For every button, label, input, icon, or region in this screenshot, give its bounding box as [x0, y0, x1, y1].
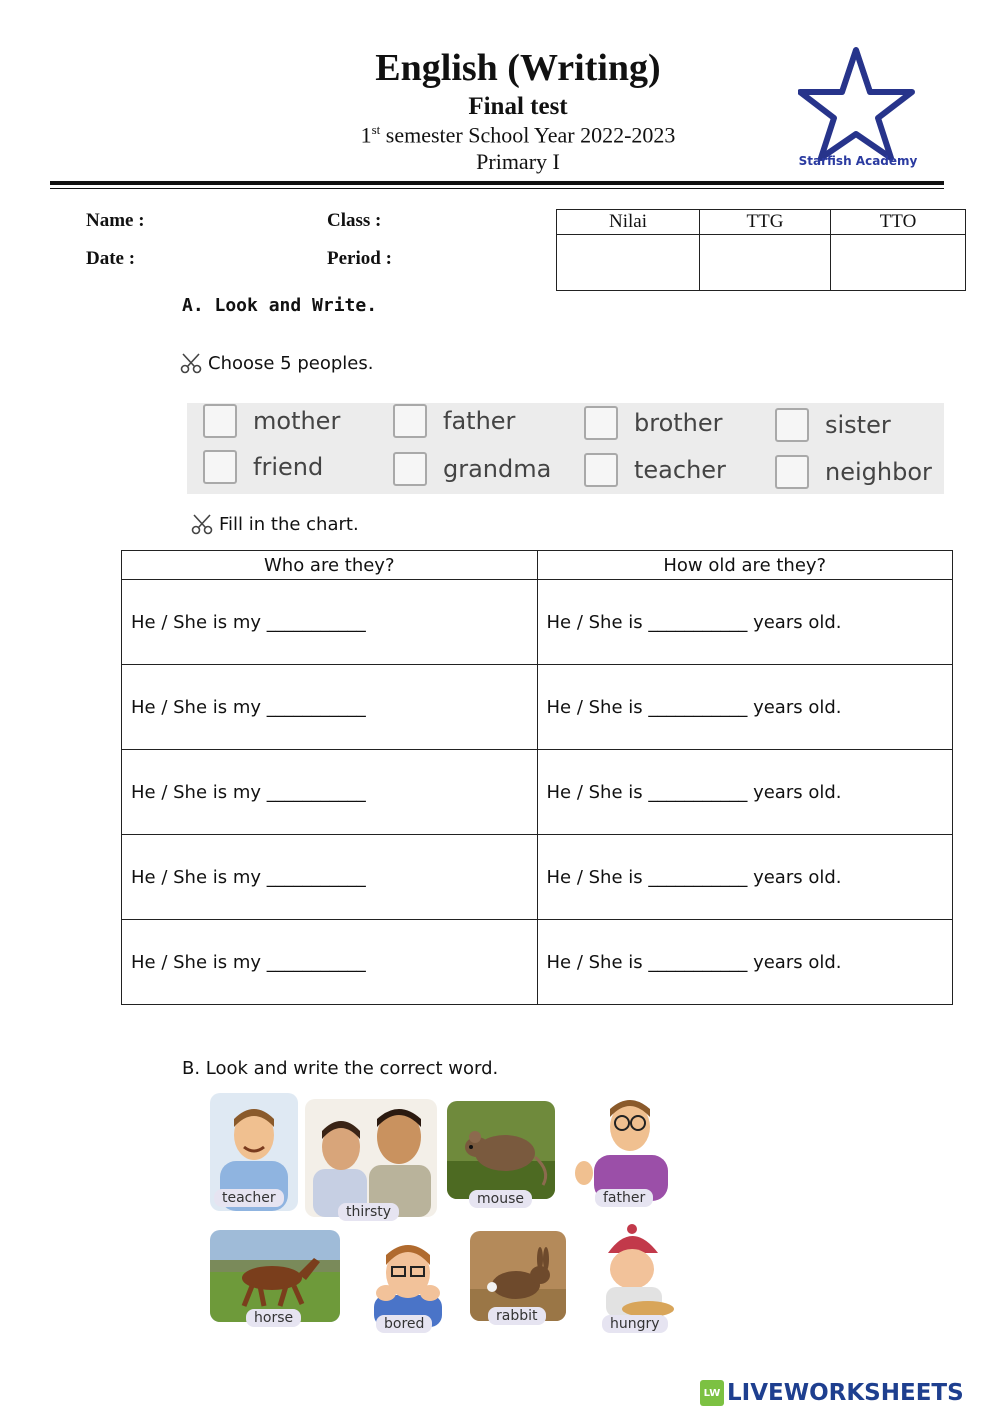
period-label: Period : — [327, 248, 392, 269]
score-cell-ttg[interactable] — [700, 235, 831, 291]
word-label: friend — [253, 453, 324, 481]
chart-who-cell[interactable]: He / She is my ___________ — [122, 920, 538, 1005]
word-choice-father[interactable] — [393, 404, 515, 438]
brand-text: LIVEWORKSHEETS — [727, 1380, 964, 1406]
liveworksheets-icon — [700, 1380, 724, 1406]
mouse-picture — [447, 1101, 555, 1199]
checkbox[interactable] — [584, 453, 618, 487]
checkbox[interactable] — [393, 404, 427, 438]
chart-age-cell[interactable]: He / She is ___________ years old. — [537, 665, 953, 750]
chart-header-who: Who are they? — [122, 551, 538, 580]
semester-number: 1 — [360, 122, 372, 148]
bored-picture — [358, 1233, 458, 1327]
word-label: teacher — [634, 456, 726, 484]
semester-text: semester School Year 2022-2023 — [380, 122, 676, 148]
header-rule-thin — [50, 188, 944, 189]
word-choice-box — [187, 403, 944, 494]
chart-who-cell[interactable]: He / She is my ___________ — [122, 665, 538, 750]
chart-who-cell[interactable]: He / She is my ___________ — [122, 835, 538, 920]
instruction-fill — [191, 513, 359, 535]
scissors-icon — [180, 352, 202, 374]
table-row — [122, 750, 953, 835]
word-choice-brother[interactable] — [584, 406, 723, 440]
word-choice-sister[interactable] — [775, 408, 891, 442]
checkbox[interactable] — [393, 452, 427, 486]
boys-icon — [305, 1099, 437, 1217]
header-rule-thick — [50, 181, 944, 185]
picture-grid — [210, 1093, 680, 1340]
table-row — [122, 835, 953, 920]
checkbox[interactable] — [203, 404, 237, 438]
picture-label-bored: bored — [376, 1315, 432, 1333]
name-label: Name : — [86, 210, 145, 231]
word-choice-mother[interactable] — [203, 404, 340, 438]
table-row — [122, 665, 953, 750]
page-subtitle: Final test — [468, 93, 568, 120]
picture-label-father: father — [595, 1189, 653, 1207]
word-choice-neighbor[interactable] — [775, 455, 932, 489]
date-label: Date : — [86, 248, 136, 269]
score-cell-tto[interactable] — [831, 235, 966, 291]
fill-chart — [121, 550, 953, 1005]
chart-header-age: How old are they? — [537, 551, 953, 580]
chart-who-cell[interactable]: He / She is my ___________ — [122, 750, 538, 835]
score-header-nilai: Nilai — [557, 210, 700, 235]
picture-label-horse: horse — [246, 1309, 301, 1327]
checkbox[interactable] — [775, 408, 809, 442]
word-label: neighbor — [825, 458, 932, 486]
score-table — [556, 209, 966, 291]
mouse-icon — [447, 1101, 555, 1199]
score-cell-nilai[interactable] — [557, 235, 700, 291]
instruction-fill-text: Fill in the chart. — [219, 513, 359, 535]
brand-icon-text: LW — [703, 1387, 721, 1399]
section-a-heading: A. Look and Write. — [182, 295, 378, 316]
picture-label-rabbit: rabbit — [488, 1307, 546, 1325]
scissors-icon — [191, 513, 213, 535]
father-icon — [572, 1093, 680, 1201]
instruction-choose — [180, 352, 373, 374]
section-b-heading: B. Look and write the correct word. — [182, 1058, 499, 1079]
word-label: brother — [634, 409, 723, 437]
checkbox[interactable] — [584, 406, 618, 440]
picture-label-thirsty: thirsty — [338, 1203, 399, 1221]
chart-age-cell[interactable]: He / She is ___________ years old. — [537, 750, 953, 835]
chart-who-cell[interactable]: He / She is my ___________ — [122, 580, 538, 665]
word-label: sister — [825, 411, 891, 439]
logo-text: Starfish Academy — [798, 154, 918, 168]
bored-boy-icon — [358, 1233, 458, 1327]
word-label: grandma — [443, 455, 552, 483]
word-label: father — [443, 407, 516, 435]
liveworksheets-logo — [700, 1377, 992, 1409]
chart-age-cell[interactable]: He / She is ___________ years old. — [537, 835, 953, 920]
checkbox[interactable] — [203, 450, 237, 484]
chart-age-cell[interactable]: He / She is ___________ years old. — [537, 920, 953, 1005]
word-choice-teacher[interactable] — [584, 453, 726, 487]
score-header-ttg: TTG — [700, 210, 831, 235]
chart-age-cell[interactable]: He / She is ___________ years old. — [537, 580, 953, 665]
instruction-choose-text: Choose 5 peoples. — [208, 352, 374, 374]
picture-label-hungry: hungry — [602, 1315, 668, 1333]
baby-icon — [586, 1223, 680, 1327]
level-line: Primary I — [476, 149, 560, 174]
hungry-picture — [586, 1223, 680, 1327]
word-label: mother — [253, 407, 341, 435]
table-row — [122, 580, 953, 665]
father-picture — [572, 1093, 680, 1201]
score-header-tto: TTO — [831, 210, 966, 235]
picture-label-mouse: mouse — [469, 1190, 532, 1208]
thirsty-picture — [305, 1099, 437, 1217]
page-title: English (Writing) — [375, 47, 661, 89]
word-choice-grandma[interactable] — [393, 452, 551, 486]
semester-ordinal: st — [371, 122, 381, 137]
class-label: Class : — [327, 210, 382, 231]
word-choice-friend[interactable] — [203, 450, 323, 484]
checkbox[interactable] — [775, 455, 809, 489]
table-row — [122, 920, 953, 1005]
picture-label-teacher: teacher — [214, 1189, 284, 1207]
